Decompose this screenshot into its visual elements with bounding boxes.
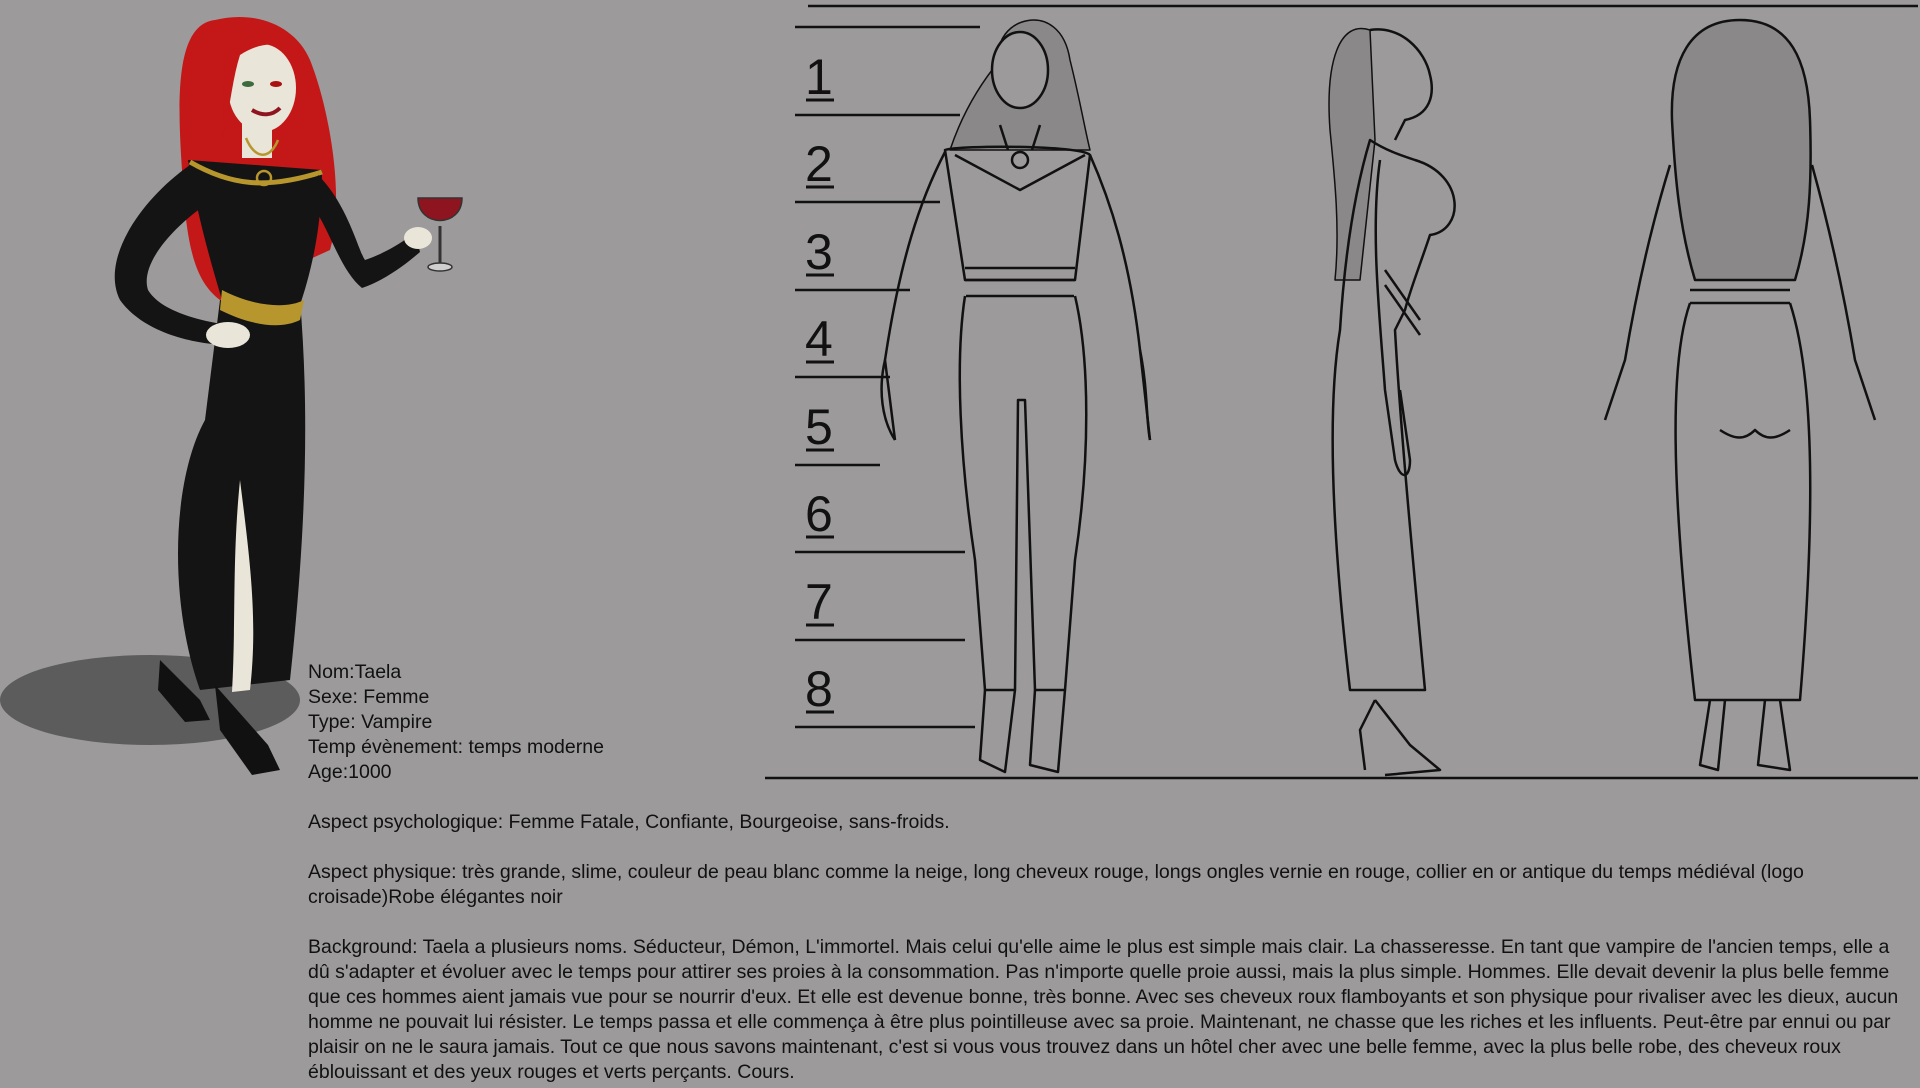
scale-number-2: 2 [805,136,833,192]
scale-number-7: 7 [805,574,833,630]
background-text: Taela a plusieurs noms. Séducteur, Démon, L'immortel. Mais celui qu'elle aime le plus est simple mais clair. La chasseresse. En tant que vampire de l'ancien temps, elle a dû s'adapter et évoluer avec le temps pour attirer ses proies à la consommation. Pas n'importe quelle proie aussi, mais la plus simple. Hommes. Elle devait devenir la plus belle femme que ces hommes aient jamais vue pour se nourrir d'eux. Et elle est devenue bonne, très bonne. Avec ses cheveux roux flamboyants et son physique pour rivaliser avec les dieux, aucun homme ne pouvait lui résister. Le temps passa et elle commença à être plus pointilleuse avec sa proie. Maintenant, ne chasse que les riches et les influents. Peut-être par ennui ou par plaisir on ne le saura jamais. Tout ce que nous savons maintenant, c'est si vous vous trouvez dans un hôtel cher avec une belle femme, avec la plus belle robe, des cheveux roux éblouissant et des yeux rouges et verts perçants. Cours. [308,936,1899,1083]
psychologique-label: Aspect psychologique: [308,811,504,833]
nom-line [308,660,1908,685]
psychologique-paragraph [308,810,1908,835]
scale-numbers [805,49,833,717]
wine-glass-base [428,263,452,271]
type-label: Type: [308,711,356,733]
sexe-label: Sexe: [308,686,358,708]
nom-value: Taela [354,661,402,683]
nom-label: Nom: [308,661,355,683]
sexe-line [308,685,1908,710]
scale-number-3: 3 [805,224,833,280]
background-label: Background: [308,936,418,958]
scale-number-6: 6 [805,486,833,542]
physique-text: très grande, slime, couleur de peau blanc comme la neige, long cheveux rouge, longs ongles vernie en rouge, collier en or antique du temps médiéval (logo croisade)Robe élégantes noir [308,861,1804,908]
physique-label: Aspect physique: [308,861,457,883]
left-hand [206,322,250,348]
sexe-value: Femme [363,686,430,708]
front-hands [882,350,1150,440]
scale-number-8: 8 [805,661,833,717]
scale-number-1: 1 [805,49,833,105]
left-eye [242,81,254,87]
physique-paragraph [308,860,1908,910]
temps-line [308,735,1908,760]
right-eye [270,81,282,87]
side-face [1370,29,1432,140]
right-hand [404,227,432,249]
back-hair [1672,20,1811,280]
type-value: Vampire [361,711,433,733]
temps-label: Temp évènement: [308,736,464,758]
back-view-sketch [1605,20,1875,770]
age-value: 1000 [348,761,392,783]
right-arm [312,175,420,288]
back-skirt [1676,303,1811,700]
front-pendant [1012,152,1028,168]
background-paragraph [308,935,1908,1085]
type-line [308,710,1908,735]
scale-number-4: 4 [805,311,833,367]
front-belt [965,268,1075,296]
side-body [1333,140,1455,690]
back-belt [1690,290,1790,303]
side-arm [1376,160,1410,475]
age-label: Age: [308,761,349,783]
front-face [992,32,1048,108]
temps-value: temps moderne [468,736,604,758]
wine-glass-bowl [418,198,462,221]
back-detail [1720,430,1790,438]
psychologique-text: Femme Fatale, Confiante, Bourgeoise, sans-froids. [508,811,950,833]
front-collar [955,155,1085,190]
front-legs [960,296,1086,690]
age-line [308,760,1908,785]
character-info [308,660,1908,1085]
scale-number-5: 5 [805,399,833,455]
side-hair [1329,28,1375,280]
